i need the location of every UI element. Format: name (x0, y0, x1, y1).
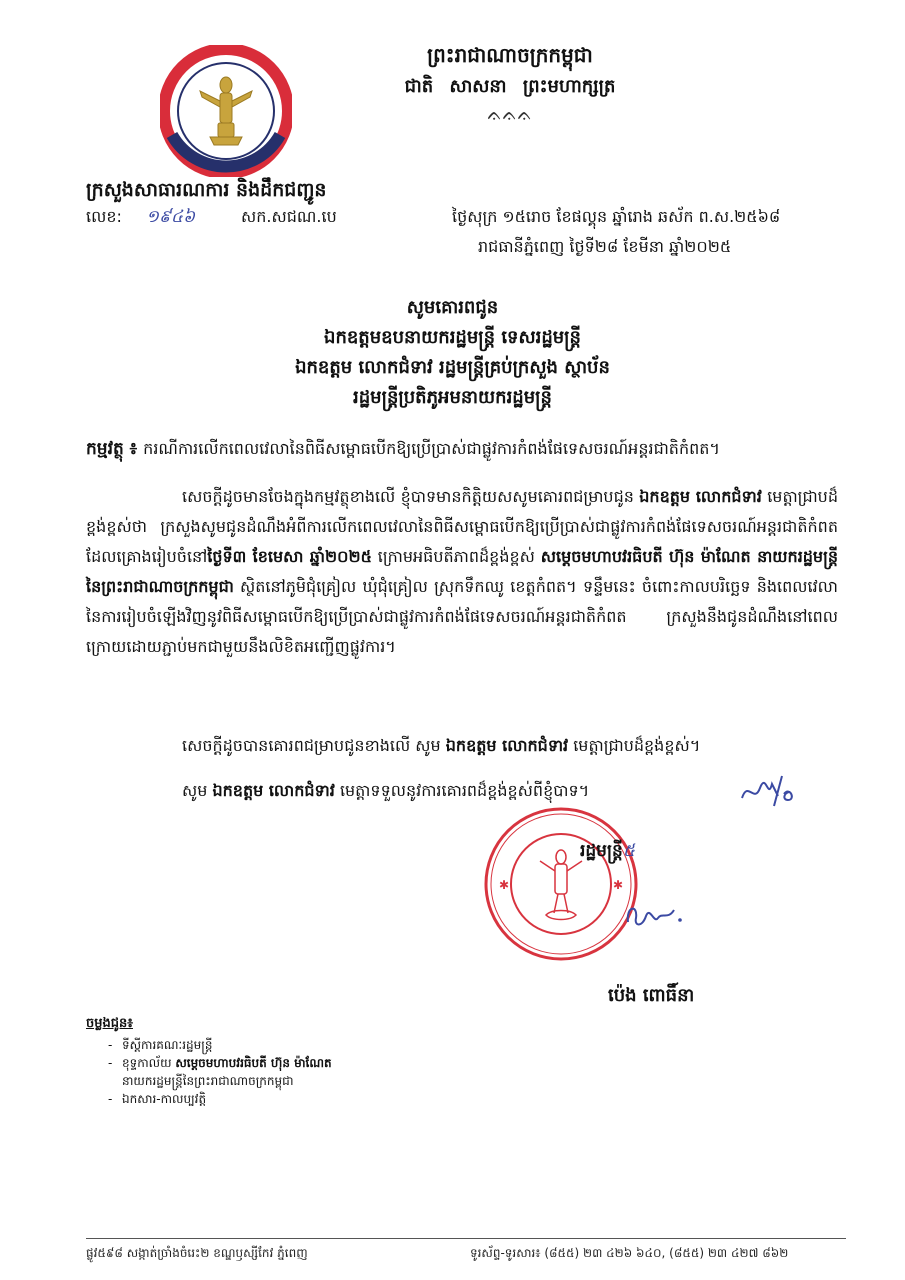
reference-value: ១៩៤៦ (146, 207, 195, 227)
subject-text: ករណីការលើកពេលវេលានៃពិធីសម្ពោធបើកឱ្យប្រើប្រាស់ជាផ្លូវការកំពង់ផែទេសចរណ៍អន្តរជាតិកំពត។ (143, 439, 720, 458)
cc-item-continuation: នាយករដ្ឋមន្ត្រីនៃព្រះរាជាណាចក្រកម្ពុជា (122, 1074, 294, 1088)
recipient-line: សូមគោរពជូន (406, 297, 499, 318)
header-ornament: ᨊᨊᨊ (487, 104, 533, 125)
body-text: ស្ថិតនៅភូមិជុំគ្រៀល ឃុំជុំគ្រៀល ស្រុកទឹកឈូ ខេត្តកំពត។ ទន្ទឹមនេះ ចំពោះកាលបរិច្ឆេទ និងពេលវេលានៃការរៀបចំឡើងវិញនូវពិធីសម្ពោធបើកឱ្យប្រើប្រាស់ជាផ្លូវការកំពង់ផែទេសចរណ៍អន្តរជាតិកំពត ក្រសួងនឹងជូនដំណឹងនៅពេលក្រោយដោយភ្ជាប់មកជាមួយនឹងលិខិតអញ្ជើញផ្លូវការ។ (86, 577, 838, 656)
body-paragraph-2 (86, 731, 838, 761)
signatory-title (580, 840, 635, 865)
cc-item: - ខុទ្ទកាល័យ សម្តេចមហាបវរធិបតី ហ៊ុន ម៉ាណែត (108, 1056, 332, 1070)
handwritten-initials (738, 770, 798, 810)
kingdom-heading: ព្រះរាជាណាចក្រកម្ពុជា (427, 43, 593, 67)
cc-item: - ទីស្តីការគណៈរដ្ឋមន្ត្រី (108, 1038, 213, 1052)
body-text: មេត្តាជ្រាបដ៏ខ្ពង់ខ្ពស់។ (568, 736, 701, 755)
body-text: មេត្តាជ្រាបដ៏ខ្ពង់ខ្ពស់ថា ក្រសួងសូមជូនដំណឹងអំពីការលើកពេលវេលានៃពិធីសម្ពោធបើកឱ្យប្រើប្រាស់ជាផ្លូវការកំពង់ផែទេសចរណ៍អន្តរជាតិកំពត ដែលគ្រោងរៀបចំនៅ (86, 487, 838, 566)
body-text-bold: ឯកឧត្តម លោកជំទាវ (639, 487, 762, 506)
title-text: រដ្ឋមន្ត្រី (580, 841, 623, 861)
lunar-date: ថ្ងៃសុក្រ ១៥រោច ខែផល្គុន ឆ្នាំរោង ឆស័ក ព.ស.២៥៦៨ (452, 207, 781, 226)
ministry-name: ក្រសួងសាធារណការ និងដឹកជញ្ជូន (86, 179, 327, 201)
footer-rule (86, 1238, 846, 1239)
body-text: មេត្តាទទួលនូវការគោរពដ៏ខ្ពង់ខ្ពស់ពីខ្ញុំបាទ។ (334, 781, 590, 800)
cc-item-text: ឯកសារ-កាលប្បវត្តិ (122, 1092, 207, 1106)
reference-suffix: សក.សជណ.បេ (241, 207, 337, 226)
body-text-bold: សម្តេចមហាបវរធិបតី ហ៊ុន ម៉ាណែត នាយករដ្ឋមន្ត្រីនៃព្រះរាជាណាចក្រកម្ពុជា (86, 547, 839, 596)
signatory-name: ប៉េង ពោធិ៍នា (608, 985, 695, 1006)
title-mark: ៥ (622, 841, 635, 861)
recipient-line: ឯកឧត្តម លោកជំទាវ រដ្ឋមន្ត្រីគ្រប់ក្រសួង ស្ថាប័ន (295, 357, 610, 378)
cc-item-text: ខុទ្ទកាល័យ (122, 1056, 176, 1070)
cc-list (108, 1036, 332, 1108)
body-text: សេចក្តីដូចបានគោរពជម្រាបជូនខាងលើ សូម (182, 736, 446, 755)
handwritten-signature (622, 898, 698, 930)
solar-date: រាជធានីភ្នំពេញ ថ្ងៃទី២៨ ខែមីនា ឆ្នាំ២០២៥ (478, 237, 732, 256)
cc-item: - ឯកសារ-កាលប្បវត្តិ (108, 1092, 207, 1106)
recipient-line: ឯកឧត្តមឧបនាយករដ្ឋមន្ត្រី ទេសរដ្ឋមន្ត្រី (324, 327, 581, 348)
ministry-logo (160, 45, 292, 177)
recipient-line: រដ្ឋមន្ត្រីប្រតិភូអមនាយករដ្ឋមន្ត្រី (353, 387, 552, 408)
cc-item-text: ទីស្តីការគណៈរដ្ឋមន្ត្រី (122, 1038, 213, 1052)
official-stamp (482, 805, 640, 963)
body-paragraph-3 (86, 776, 838, 806)
subject-label: កម្មវត្ថុ ៖ (86, 439, 138, 459)
cc-label: ចម្លងជូន៖ (86, 1016, 133, 1031)
body-text: សេចក្តីដូចមានចែងក្នុងកម្មវត្ថុខាងលើ ខ្ញុំបាទមានកិត្តិយសសូមគោរពជម្រាបជូន (182, 487, 640, 506)
ministry-emblem-icon (160, 45, 292, 177)
recipient-block (150, 293, 755, 413)
body-paragraph-1 (86, 482, 838, 662)
body-text-bold: ឯកឧត្តម លោកជំទាវ (212, 781, 335, 800)
cc-item-bold: សម្តេចមហាបវរធិបតី ហ៊ុន ម៉ាណែត (175, 1056, 332, 1070)
national-motto: ជាតិ សាសនា ព្រះមហាក្សត្រ (404, 76, 616, 97)
subject-line (86, 438, 846, 463)
footer-address: ផ្លូវ៥៩៨ សង្កាត់ច្រាំងចំរេះ២ ខណ្ឌឫស្សីកែវ ភ្នំពេញ (86, 1246, 308, 1260)
reference-number (86, 206, 337, 231)
body-text-bold: ឯកឧត្តម លោកជំទាវ (445, 736, 569, 755)
svg-text:✱: ✱ (613, 878, 624, 892)
stamp-emblem-icon (482, 805, 640, 963)
body-text-bold: ថ្ងៃទី៣ ខែមេសា ឆ្នាំ២០២៥ (207, 547, 372, 566)
body-text: សូម (182, 781, 213, 800)
svg-text:✱: ✱ (499, 878, 510, 892)
footer-phone: ទូរស័ព្ទ-ទូរសារ៖ (៨៥៥) ២៣ ៤២៦ ៦៤០, (៨៥៥) ២៣ ៤២៧ ៨៦២ (470, 1246, 789, 1260)
reference-label: លេខ: (86, 207, 122, 226)
body-text: ក្រោមអធិបតីភាពដ៏ខ្ពង់ខ្ពស់ (371, 547, 541, 566)
